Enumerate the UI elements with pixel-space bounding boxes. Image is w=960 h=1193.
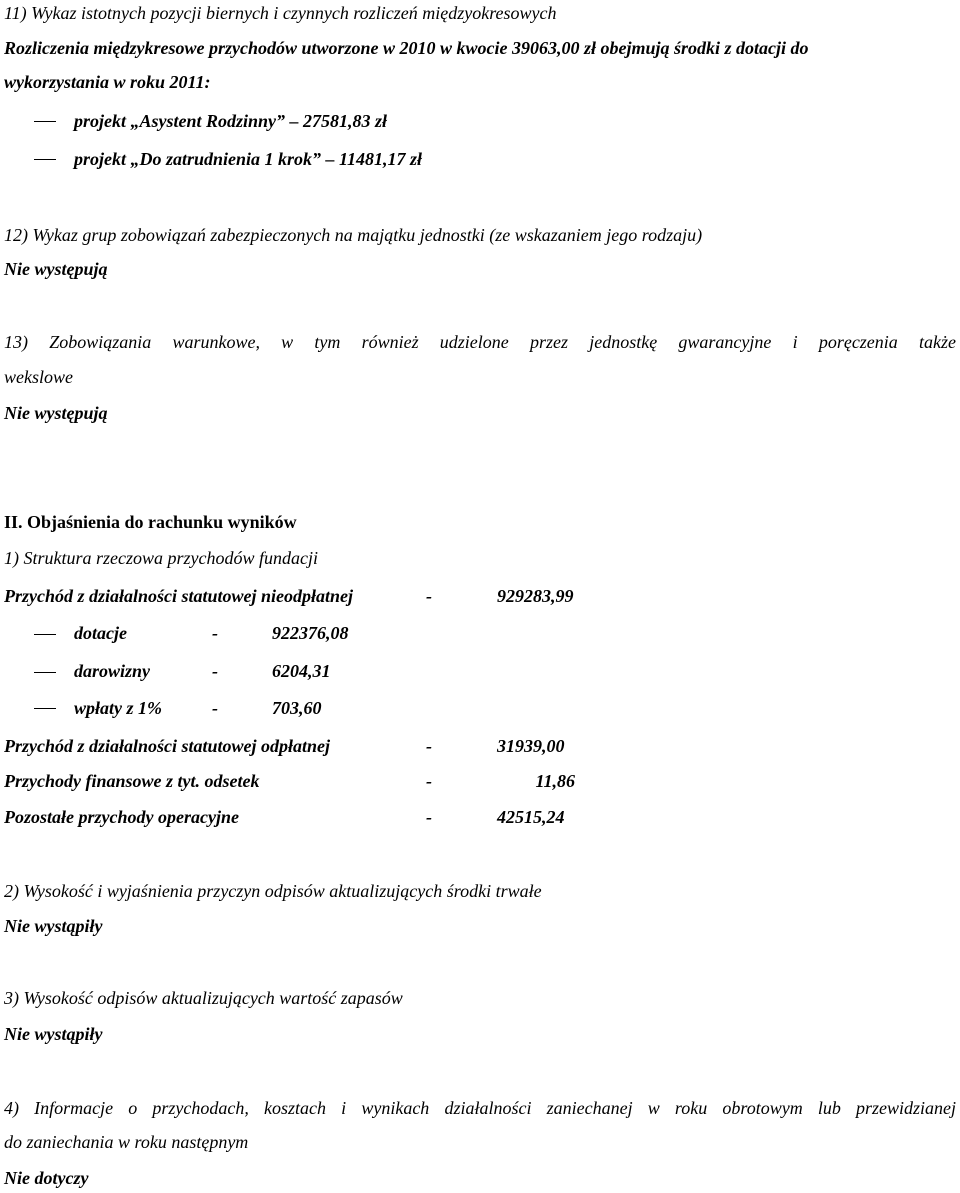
income-row-value: 929283,99 [497,586,574,606]
subitem-sep: - [212,698,218,718]
section-12-heading: 12) Wykaz grup zobowiązań zabezpieczonych na majątku jednostki (ze wskazaniem jego rodzaju) [4,225,703,245]
section-12-answer: Nie występują [4,259,108,279]
subitem-sep: - [212,661,218,681]
subitem-label: darowizny [74,661,151,681]
section-II-2-heading: 2) Wysokość i wyjaśnienia przyczyn odpisów aktualizujących środki trwałe [4,881,542,901]
section-II-4-heading-line1: 4) Informacje o przychodach, kosztach i wynikach działalności zaniechanej w roku obrotowym lub przewidzianej [4,1098,956,1118]
section-II-1-heading: 1) Struktura rzeczowa przychodów fundacji [4,548,318,568]
dash-bullet [34,672,56,673]
subitem-label: dotacje [74,623,127,643]
income-row-value: 11,86 [535,771,575,791]
income-row-label: Przychody finansowe z tyt. odsetek [4,771,260,791]
income-row-sep: - [426,807,432,827]
section-11-heading: 11) Wykaz istotnych pozycji biernych i czynnych rozliczeń międzyokresowych [4,3,557,23]
section-II-heading: II. Objaśnienia do rachunku wyników [4,512,297,532]
dash-bullet [34,121,56,122]
section-II-3-heading: 3) Wysokość odpisów aktualizujących wartość zapasów [4,988,403,1008]
dash-bullet [34,708,56,709]
subitem-value: 703,60 [272,698,322,718]
dash-bullet [34,634,56,635]
income-row-value: 42515,24 [497,807,565,827]
subitem-value: 6204,31 [272,661,331,681]
section-II-2-answer: Nie wystąpiły [4,916,103,936]
section-11-intro-line2: wykorzystania w roku 2011: [4,72,211,92]
subitem-sep: - [212,623,218,643]
subitem-value: 922376,08 [272,623,349,643]
income-row-label: Pozostałe przychody operacyjne [4,807,239,827]
income-row-sep: - [426,771,432,791]
subitem-label: wpłaty z 1% [74,698,162,718]
income-row-sep: - [426,736,432,756]
income-row-label: Przychód z działalności statutowej odpłatnej [4,736,331,756]
section-13-heading-line2: wekslowe [4,367,73,387]
income-row-sep: - [426,586,432,606]
dash-bullet [34,159,56,160]
section-II-4-heading-line2: do zaniechania w roku następnym [4,1132,249,1152]
section-11-item-2: projekt „Do zatrudnienia 1 krok” – 11481,17 zł [74,149,423,169]
section-11-item-1: projekt „Asystent Rodzinny” – 27581,83 zł [74,111,388,131]
section-13-answer: Nie występują [4,403,108,423]
section-II-4-answer: Nie dotyczy [4,1168,89,1188]
section-II-3-answer: Nie wystąpiły [4,1024,103,1044]
income-row-label: Przychód z działalności statutowej nieodpłatnej [4,586,354,606]
section-11-intro-line1: Rozliczenia międzykresowe przychodów utworzone w 2010 w kwocie 39063,00 zł obejmują środki z dotacji do [4,38,809,58]
income-row-value: 31939,00 [497,736,565,756]
section-13-heading-line1: 13) Zobowiązania warunkowe, w tym również udzielone przez jednostkę gwarancyjne i poręczenia także [4,332,956,352]
